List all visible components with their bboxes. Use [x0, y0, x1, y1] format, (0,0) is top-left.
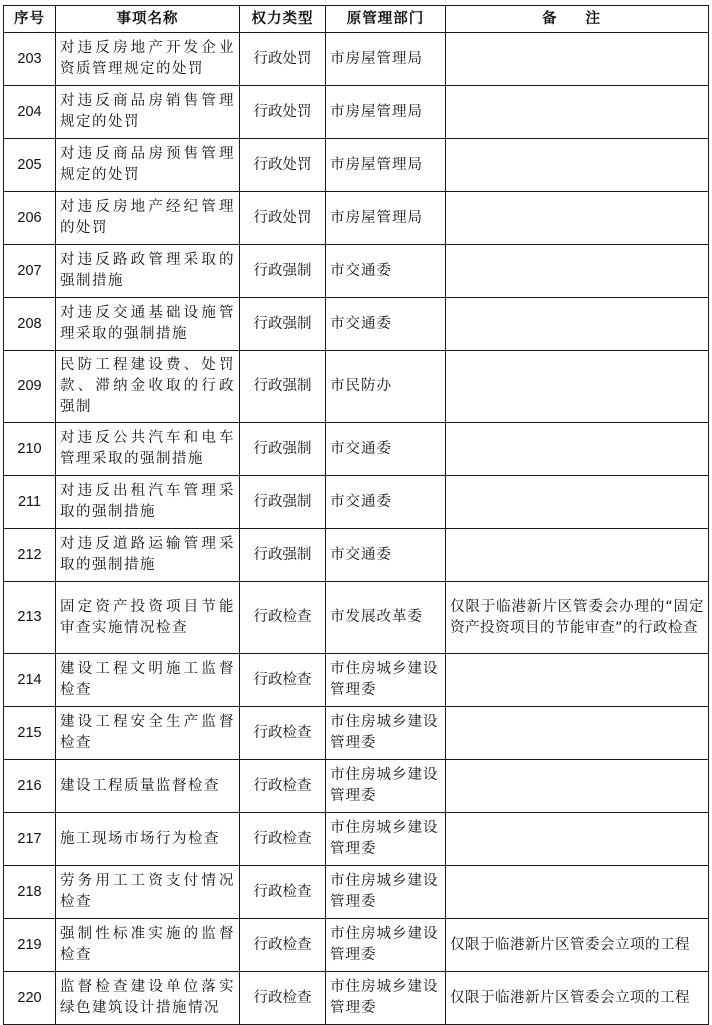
cell-power-type: 行政强制: [240, 245, 326, 298]
cell-power-type: 行政检查: [240, 919, 326, 972]
cell-item-name: 对违反商品房预售管理规定的处罚: [56, 139, 240, 192]
cell-remark: [446, 298, 709, 351]
cell-remark: [446, 866, 709, 919]
table-row: [4, 351, 709, 423]
table-row: [4, 654, 709, 707]
cell-power-type: 行政处罚: [240, 33, 326, 86]
cell-power-type: 行政检查: [240, 707, 326, 760]
matters-table: [3, 5, 709, 1025]
header-dept: 原管理部门: [326, 6, 446, 33]
cell-power-type: 行政强制: [240, 423, 326, 476]
table-row: [4, 707, 709, 760]
cell-number: 205: [4, 139, 56, 192]
table-row: [4, 139, 709, 192]
cell-item-name: 对违反公共汽车和电车管理采取的强制措施: [56, 423, 240, 476]
cell-number: 206: [4, 192, 56, 245]
table-row: [4, 919, 709, 972]
cell-number: 220: [4, 972, 56, 1025]
cell-remark: [446, 476, 709, 529]
cell-remark: [446, 245, 709, 298]
cell-item-name: 对违反商品房销售管理规定的处罚: [56, 86, 240, 139]
cell-power-type: 行政检查: [240, 760, 326, 813]
table-row: [4, 33, 709, 86]
cell-item-name: 对违反交通基础设施管理采取的强制措施: [56, 298, 240, 351]
cell-department: 市房屋管理局: [326, 86, 446, 139]
cell-number: 216: [4, 760, 56, 813]
cell-number: 207: [4, 245, 56, 298]
cell-department: 市民防办: [326, 351, 446, 423]
header-remark: 备 注: [446, 6, 709, 33]
cell-power-type: 行政强制: [240, 476, 326, 529]
table-header-row: [4, 6, 709, 33]
cell-power-type: 行政强制: [240, 298, 326, 351]
cell-remark: [446, 654, 709, 707]
cell-remark: [446, 33, 709, 86]
table-row: [4, 423, 709, 476]
table-row: [4, 192, 709, 245]
cell-department: 市住房城乡建设管理委: [326, 707, 446, 760]
cell-remark: [446, 192, 709, 245]
cell-power-type: 行政处罚: [240, 86, 326, 139]
cell-department: 市房屋管理局: [326, 33, 446, 86]
cell-remark: [446, 423, 709, 476]
cell-power-type: 行政强制: [240, 529, 326, 582]
cell-department: 市住房城乡建设管理委: [326, 760, 446, 813]
table-row: [4, 476, 709, 529]
cell-number: 212: [4, 529, 56, 582]
cell-item-name: 固定资产投资项目节能审查实施情况检查: [56, 582, 240, 654]
cell-number: 211: [4, 476, 56, 529]
cell-power-type: 行政处罚: [240, 139, 326, 192]
cell-number: 214: [4, 654, 56, 707]
cell-department: 市发展改革委: [326, 582, 446, 654]
cell-number: 219: [4, 919, 56, 972]
cell-number: 218: [4, 866, 56, 919]
cell-department: 市住房城乡建设管理委: [326, 866, 446, 919]
cell-department: 市交通委: [326, 423, 446, 476]
cell-item-name: 强制性标准实施的监督检查: [56, 919, 240, 972]
cell-item-name: 对违反道路运输管理采取的强制措施: [56, 529, 240, 582]
cell-remark: [446, 529, 709, 582]
cell-item-name: 民防工程建设费、处罚款、滞纳金收取的行政强制: [56, 351, 240, 423]
cell-remark: [446, 760, 709, 813]
cell-item-name: 对违反出租汽车管理采取的强制措施: [56, 476, 240, 529]
table-row: [4, 582, 709, 654]
cell-power-type: 行政检查: [240, 972, 326, 1025]
cell-item-name: 建设工程质量监督检查: [56, 760, 240, 813]
cell-number: 203: [4, 33, 56, 86]
table-row: [4, 760, 709, 813]
table-row: [4, 86, 709, 139]
cell-item-name: 监督检查建设单位落实绿色建筑设计措施情况: [56, 972, 240, 1025]
cell-item-name: 建设工程安全生产监督检查: [56, 707, 240, 760]
cell-number: 204: [4, 86, 56, 139]
cell-item-name: 建设工程文明施工监督检查: [56, 654, 240, 707]
cell-department: 市住房城乡建设管理委: [326, 813, 446, 866]
cell-remark: 仅限于临港新片区管委会立项的工程: [446, 919, 709, 972]
table-row: [4, 813, 709, 866]
cell-number: 210: [4, 423, 56, 476]
cell-department: 市房屋管理局: [326, 192, 446, 245]
cell-remark: [446, 707, 709, 760]
cell-department: 市交通委: [326, 245, 446, 298]
header-type: 权力类型: [240, 6, 326, 33]
cell-item-name: 对违反房地产经纪管理的处罚: [56, 192, 240, 245]
cell-item-name: 对违反路政管理采取的强制措施: [56, 245, 240, 298]
table-row: [4, 866, 709, 919]
header-name: 事项名称: [56, 6, 240, 33]
cell-number: 217: [4, 813, 56, 866]
cell-department: 市住房城乡建设管理委: [326, 972, 446, 1025]
cell-power-type: 行政检查: [240, 654, 326, 707]
cell-power-type: 行政检查: [240, 582, 326, 654]
cell-department: 市房屋管理局: [326, 139, 446, 192]
cell-department: 市交通委: [326, 298, 446, 351]
cell-number: 208: [4, 298, 56, 351]
cell-remark: [446, 351, 709, 423]
cell-department: 市住房城乡建设管理委: [326, 654, 446, 707]
table-row: [4, 529, 709, 582]
cell-remark: 仅限于临港新片区管委会办理的“固定资产投资项目的节能审查”的行政检查: [446, 582, 709, 654]
cell-item-name: 劳务用工工资支付情况检查: [56, 866, 240, 919]
table-row: [4, 298, 709, 351]
header-no: 序号: [4, 6, 56, 33]
cell-number: 209: [4, 351, 56, 423]
cell-power-type: 行政强制: [240, 351, 326, 423]
cell-department: 市住房城乡建设管理委: [326, 919, 446, 972]
cell-number: 213: [4, 582, 56, 654]
cell-remark: [446, 813, 709, 866]
cell-remark: 仅限于临港新片区管委会立项的工程: [446, 972, 709, 1025]
table-row: [4, 245, 709, 298]
cell-item-name: 施工现场市场行为检查: [56, 813, 240, 866]
cell-power-type: 行政处罚: [240, 192, 326, 245]
cell-power-type: 行政检查: [240, 866, 326, 919]
cell-item-name: 对违反房地产开发企业资质管理规定的处罚: [56, 33, 240, 86]
table-row: [4, 972, 709, 1025]
cell-department: 市交通委: [326, 529, 446, 582]
cell-number: 215: [4, 707, 56, 760]
cell-department: 市交通委: [326, 476, 446, 529]
cell-remark: [446, 139, 709, 192]
table-body: [4, 33, 709, 1025]
cell-remark: [446, 86, 709, 139]
cell-power-type: 行政检查: [240, 813, 326, 866]
